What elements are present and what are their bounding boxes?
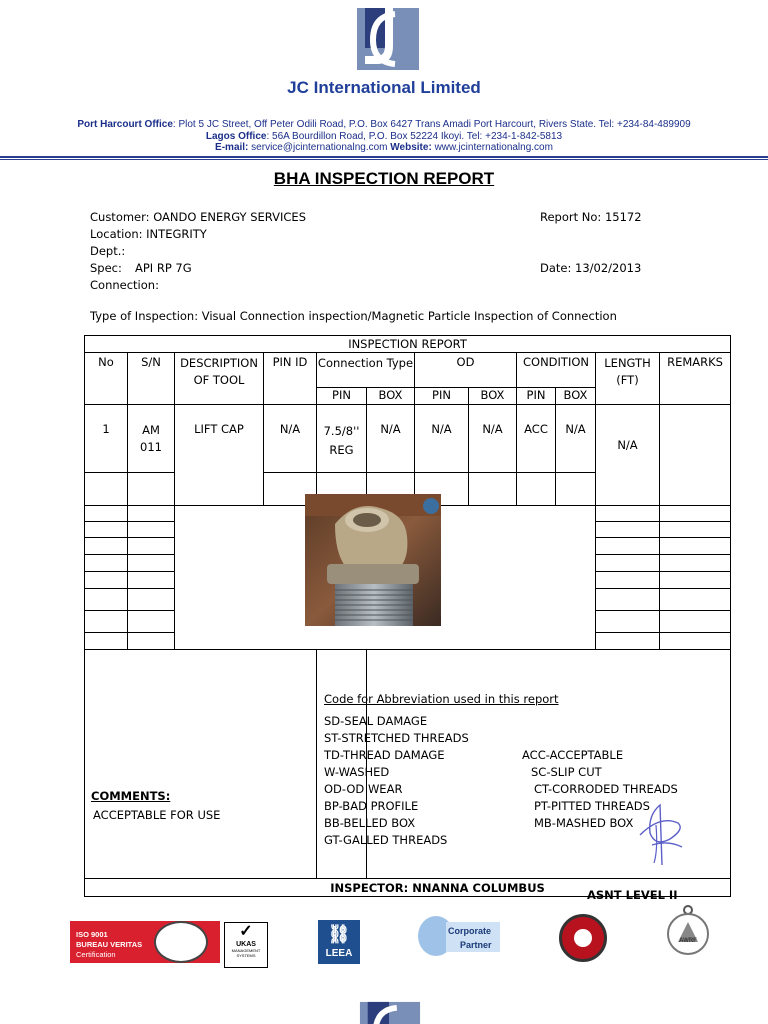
inspection-type: Type of Inspection: Visual Connection inspection/Magnetic Particle Inspection of Connection bbox=[90, 309, 617, 323]
report-number: Report No: 15172 bbox=[540, 210, 642, 224]
row1-od-pin: N/A bbox=[415, 405, 469, 473]
company-logo-bottom bbox=[358, 1000, 422, 1024]
customer-field: Customer: OANDO ENERGY SERVICES bbox=[90, 210, 306, 224]
row1-od-box: N/A bbox=[469, 405, 517, 473]
table-caption: INSPECTION REPORT bbox=[85, 336, 731, 353]
awrf-logo: AWRF bbox=[666, 904, 710, 956]
row1-conn-pin: 7.5/8'' REG bbox=[317, 405, 367, 473]
empty-cell bbox=[660, 506, 731, 522]
empty-cell bbox=[85, 555, 128, 572]
company-name: JC International Limited bbox=[287, 78, 481, 97]
code-gt: GT-GALLED THREADS bbox=[324, 833, 448, 847]
empty-cell bbox=[85, 611, 128, 633]
location-field: Location: INTEGRITY bbox=[90, 227, 207, 241]
code-pt: PT-PITTED THREADS bbox=[534, 799, 650, 813]
empty-cell bbox=[85, 633, 128, 650]
inspector-level: ASNT LEVEL II bbox=[587, 888, 678, 902]
code-od: OD-OD WEAR bbox=[324, 782, 403, 796]
empty-cell bbox=[660, 633, 731, 650]
spec-value: API RP 7G bbox=[135, 261, 192, 275]
header-connection-type: Connection Type bbox=[317, 353, 415, 388]
empty-cell bbox=[128, 555, 175, 572]
header-conn-box: BOX bbox=[367, 388, 415, 405]
empty-cell bbox=[660, 611, 731, 633]
inspector-row: INSPECTOR: NNANNA COLUMBUS bbox=[85, 879, 731, 897]
header-remarks: REMARKS bbox=[660, 353, 731, 405]
empty-cell bbox=[128, 633, 175, 650]
report-title: BHA INSPECTION REPORT bbox=[273, 169, 495, 188]
report-date: Date: 13/02/2013 bbox=[540, 261, 642, 275]
header-condition: CONDITION bbox=[517, 353, 596, 388]
code-bb: BB-BELLED BOX bbox=[324, 816, 416, 830]
code-bp: BP-BAD PROFILE bbox=[324, 799, 419, 813]
row1-sn: AM 011 bbox=[128, 405, 175, 473]
row1-length: N/A bbox=[596, 405, 660, 506]
header-no: No bbox=[85, 353, 128, 405]
dept-field: Dept.: bbox=[90, 244, 126, 258]
port-harcourt-address: Port Harcourt Office: Plot 5 JC Street, Off Peter Odili Road, P.O. Box 6427 Trans Amadi Port Harcourt, Rivers State. Tel: +234-84-489909 bbox=[77, 119, 691, 130]
code-ct: CT-CORRODED THREADS bbox=[534, 782, 678, 796]
code-sc: SC-SLIP CUT bbox=[531, 765, 602, 779]
empty-cell bbox=[85, 572, 128, 589]
row1-pin-id: N/A bbox=[264, 405, 317, 473]
empty-cell bbox=[596, 555, 660, 572]
empty-cell bbox=[85, 522, 128, 538]
header-od-pin: PIN bbox=[415, 388, 469, 405]
empty-cell bbox=[469, 473, 517, 506]
ukas-logo: ✓ UKAS MANAGEMENT SYSTEMS bbox=[224, 922, 268, 968]
header-cond-box: BOX bbox=[556, 388, 596, 405]
header-rule-thin bbox=[0, 159, 768, 160]
comments-label: COMMENTS: bbox=[91, 789, 171, 803]
comments-text: ACCEPTABLE FOR USE bbox=[93, 808, 221, 822]
empty-cell bbox=[556, 473, 596, 506]
empty-cell bbox=[128, 506, 175, 522]
company-logo bbox=[355, 6, 421, 72]
empty-cell bbox=[85, 538, 128, 555]
row1-remarks bbox=[660, 405, 731, 506]
empty-cell bbox=[128, 611, 175, 633]
spec-label: Spec: bbox=[90, 261, 122, 275]
code-st: ST-STRETCHED THREADS bbox=[324, 731, 469, 745]
empty-cell bbox=[128, 572, 175, 589]
row1-conn-box: N/A bbox=[367, 405, 415, 473]
connection-field: Connection: bbox=[90, 278, 159, 292]
codes-heading: Code for Abbreviation used in this report bbox=[324, 692, 559, 706]
header-sn: S/N bbox=[128, 353, 175, 405]
header-conn-pin: PIN bbox=[317, 388, 367, 405]
comments-cell bbox=[85, 650, 317, 879]
empty-cell bbox=[85, 589, 128, 611]
empty-cell bbox=[596, 572, 660, 589]
row1-no: 1 bbox=[85, 405, 128, 473]
row1-cond-box: N/A bbox=[556, 405, 596, 473]
header-od: OD bbox=[415, 353, 517, 388]
empty-cell bbox=[596, 522, 660, 538]
contact-line: E-mail: service@jcinternationalng.com Website: www.jcinternationalng.com bbox=[215, 142, 553, 153]
iadc-logo bbox=[559, 914, 607, 962]
lagos-address: Lagos Office: 56A Bourdillon Road, P.O. Box 52224 Ikoyi. Tel: +234-1-842-5813 bbox=[205, 131, 563, 142]
header-length: LENGTH (FT) bbox=[596, 353, 660, 405]
empty-cell bbox=[660, 589, 731, 611]
empty-cell bbox=[660, 555, 731, 572]
leea-logo: ⛓ LEEA bbox=[318, 920, 360, 964]
code-mb: MB-MASHED BOX bbox=[534, 816, 634, 830]
empty-cell bbox=[596, 611, 660, 633]
empty-cell bbox=[596, 633, 660, 650]
empty-cell bbox=[128, 522, 175, 538]
empty-cell bbox=[128, 589, 175, 611]
code-acc: ACC-ACCEPTABLE bbox=[522, 748, 624, 762]
bureau-veritas-logo: ISO 9001 BUREAU VERITAS Certification bbox=[70, 921, 220, 963]
code-td: TD-THREAD DAMAGE bbox=[324, 748, 445, 762]
lift-cap-photo bbox=[305, 494, 441, 626]
empty-cell bbox=[596, 538, 660, 555]
row1-description: LIFT CAP bbox=[175, 405, 264, 506]
header-description: DESCRIPTION OF TOOL bbox=[175, 353, 264, 405]
empty-cell bbox=[660, 522, 731, 538]
row1-cond-pin: ACC bbox=[517, 405, 556, 473]
empty-cell bbox=[85, 473, 128, 506]
code-sd: SD-SEAL DAMAGE bbox=[324, 714, 428, 728]
empty-cell bbox=[660, 572, 731, 589]
header-cond-pin: PIN bbox=[517, 388, 556, 405]
empty-cell bbox=[128, 473, 175, 506]
header-pin-id: PIN ID bbox=[264, 353, 317, 405]
code-w: W-WASHED bbox=[324, 765, 390, 779]
empty-cell bbox=[596, 506, 660, 522]
empty-cell bbox=[660, 538, 731, 555]
header-rule bbox=[0, 156, 768, 158]
empty-cell bbox=[596, 589, 660, 611]
asnt-corporate-partner-logo: Corporate Partner bbox=[416, 914, 502, 958]
empty-cell bbox=[85, 506, 128, 522]
header-od-box: BOX bbox=[469, 388, 517, 405]
inspector-signature bbox=[630, 795, 690, 870]
empty-cell bbox=[128, 538, 175, 555]
empty-cell bbox=[517, 473, 556, 506]
